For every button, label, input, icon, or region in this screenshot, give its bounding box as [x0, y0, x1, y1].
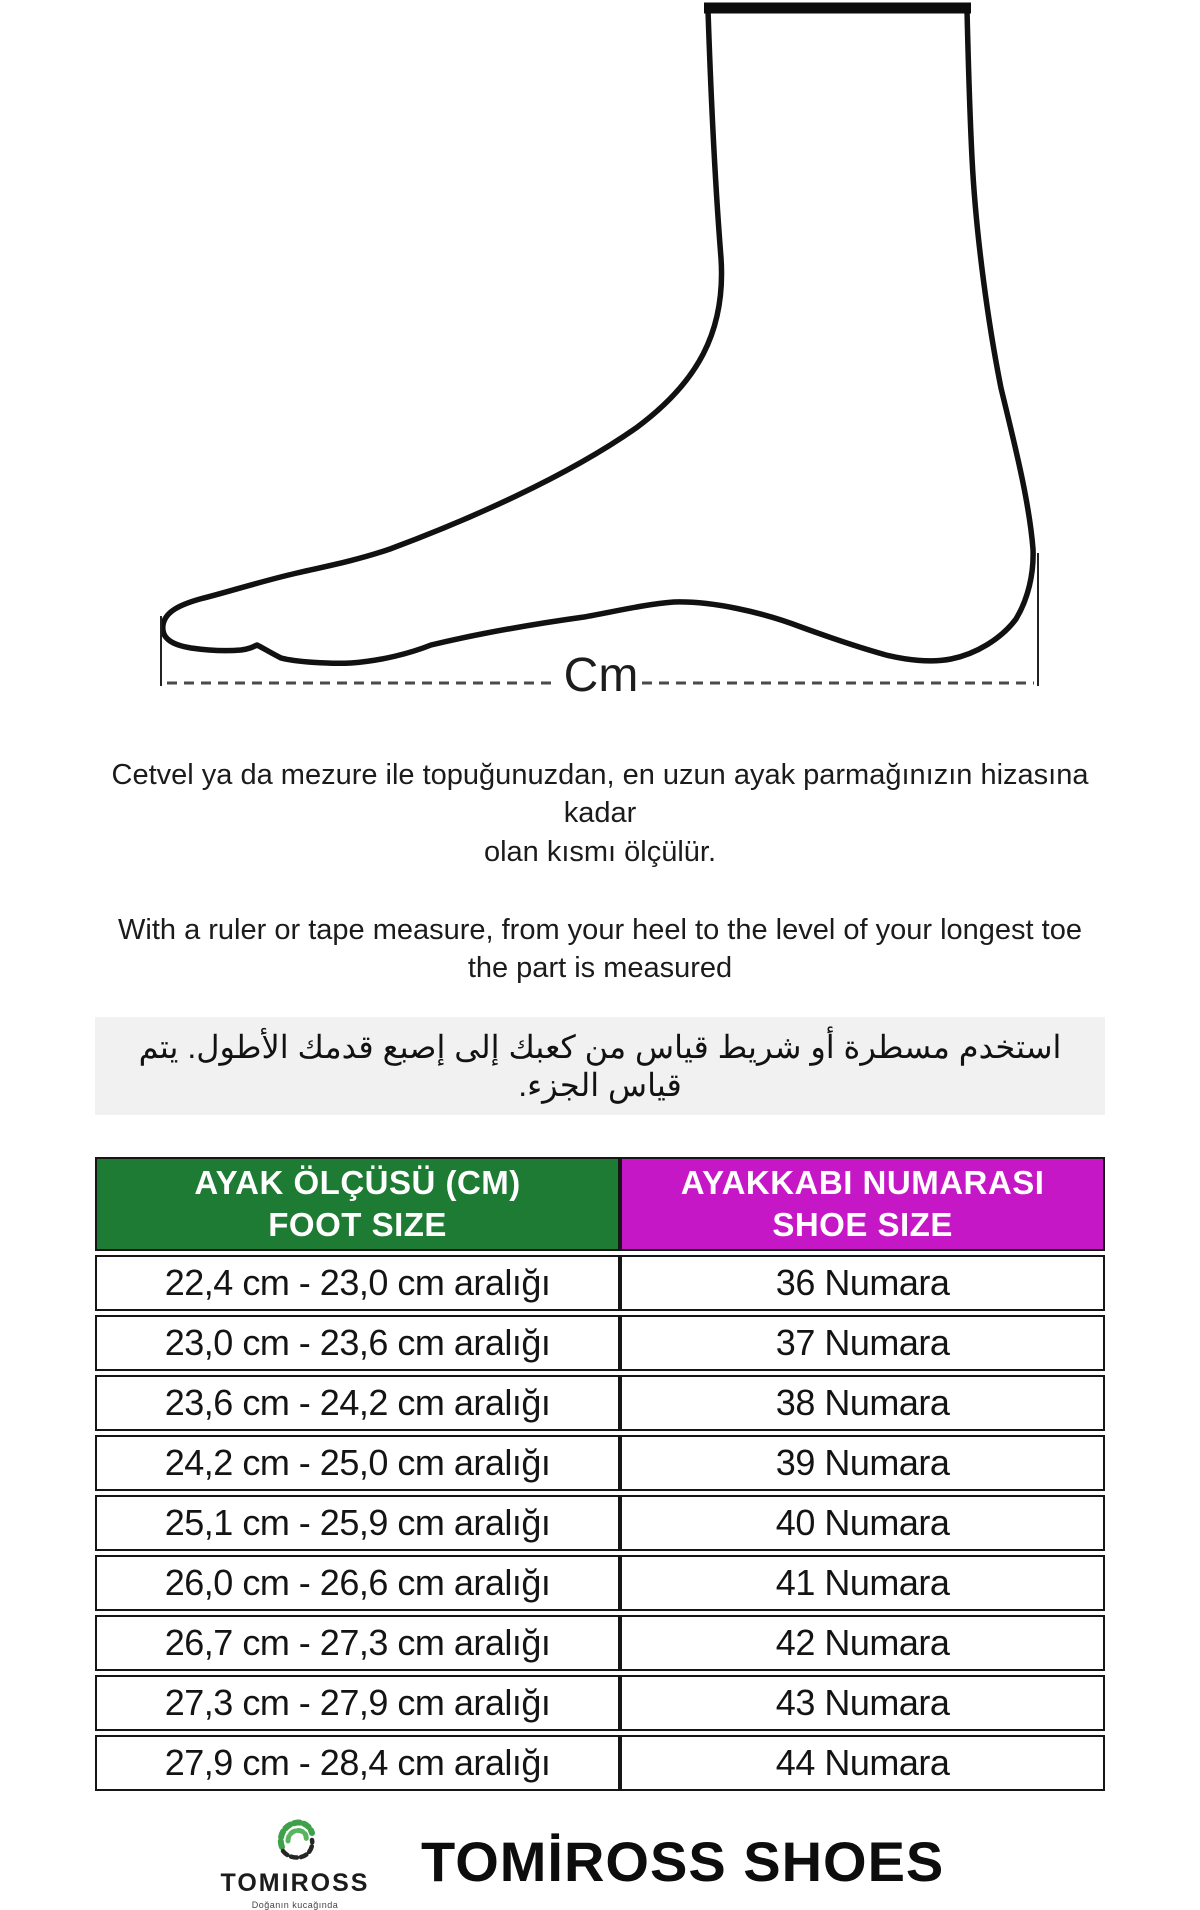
shoe-size-cell: 38 Numara [620, 1375, 1105, 1431]
shoe-size-cell: 36 Numara [620, 1255, 1105, 1311]
brand-logo [215, 1813, 375, 1910]
instruction-english-line1: With a ruler or tape measure, from your heel to the level of your longest toe [118, 913, 1082, 946]
header-shoe-size [620, 1157, 1105, 1251]
instruction-turkish [75, 756, 1125, 871]
shoe-size-cell: 44 Numara [620, 1735, 1105, 1791]
foot-size-cell: 27,3 cm - 27,9 cm aralığı [95, 1675, 620, 1731]
shoe-size-cell: 43 Numara [620, 1675, 1105, 1731]
table-row [95, 1495, 1105, 1551]
table-row [95, 1315, 1105, 1371]
logo-tagline: Doğanın kucağında [251, 1900, 339, 1910]
shoe-size-cell: 39 Numara [620, 1435, 1105, 1491]
header-foot-size-line2: FOOT SIZE [268, 1206, 447, 1244]
table-row [95, 1375, 1105, 1431]
foot-size-cell: 27,9 cm - 28,4 cm aralığı [95, 1735, 620, 1791]
foot-size-cell: 23,0 cm - 23,6 cm aralığı [95, 1315, 620, 1371]
header-foot-size [95, 1157, 620, 1251]
foot-outline-path [163, 10, 1033, 663]
instruction-turkish-line1: Cetvel ya da mezure ile topuğunuzdan, en uzun ayak parmağınızın hizasına kadar [111, 759, 1089, 830]
foot-size-cell: 22,4 cm - 23,0 cm aralığı [95, 1255, 620, 1311]
instruction-turkish-line2: olan kısmı ölçülür. [483, 835, 717, 868]
instruction-english [75, 911, 1125, 988]
shoe-size-cell: 40 Numara [620, 1495, 1105, 1551]
leaf-swirl-icon [268, 1813, 322, 1867]
shoe-size-cell: 42 Numara [620, 1615, 1105, 1671]
instruction-arabic: استخدم مسطرة أو شريط قياس من كعبك إلى إصبع قدمك الأطول. يتم قياس الجزء. [95, 1017, 1105, 1115]
header-foot-size-line1: AYAK ÖLÇÜSÜ (CM) [194, 1164, 521, 1202]
foot-size-cell: 26,7 cm - 27,3 cm aralığı [95, 1615, 620, 1671]
header-shoe-size-line2: SHOE SIZE [772, 1206, 953, 1244]
instruction-english-line2: the part is measured [467, 952, 733, 985]
table-header-row [95, 1157, 1105, 1251]
footer [95, 1813, 1105, 1910]
table-row [95, 1675, 1105, 1731]
table-row [95, 1735, 1105, 1791]
foot-size-cell: 25,1 cm - 25,9 cm aralığı [95, 1495, 620, 1551]
table-row [95, 1555, 1105, 1611]
brand-title: TOMİROSS SHOES [421, 1830, 945, 1894]
cm-unit-label: Cm [563, 649, 639, 702]
header-shoe-size-line1: AYAKKABI NUMARASI [680, 1164, 1045, 1202]
shoe-size-table [95, 1153, 1105, 1795]
table-row [95, 1435, 1105, 1491]
shoe-size-cell: 37 Numara [620, 1315, 1105, 1371]
table-row [95, 1615, 1105, 1671]
shoe-size-cell: 41 Numara [620, 1555, 1105, 1611]
foot-size-cell: 23,6 cm - 24,2 cm aralığı [95, 1375, 620, 1431]
foot-outline-drawing [0, 0, 1200, 742]
logo-wordmark: TOMIROSS [220, 1869, 370, 1898]
foot-size-cell: 26,0 cm - 26,6 cm aralığı [95, 1555, 620, 1611]
foot-size-cell: 24,2 cm - 25,0 cm aralığı [95, 1435, 620, 1491]
foot-measurement-figure [0, 0, 1200, 742]
table-row [95, 1255, 1105, 1311]
